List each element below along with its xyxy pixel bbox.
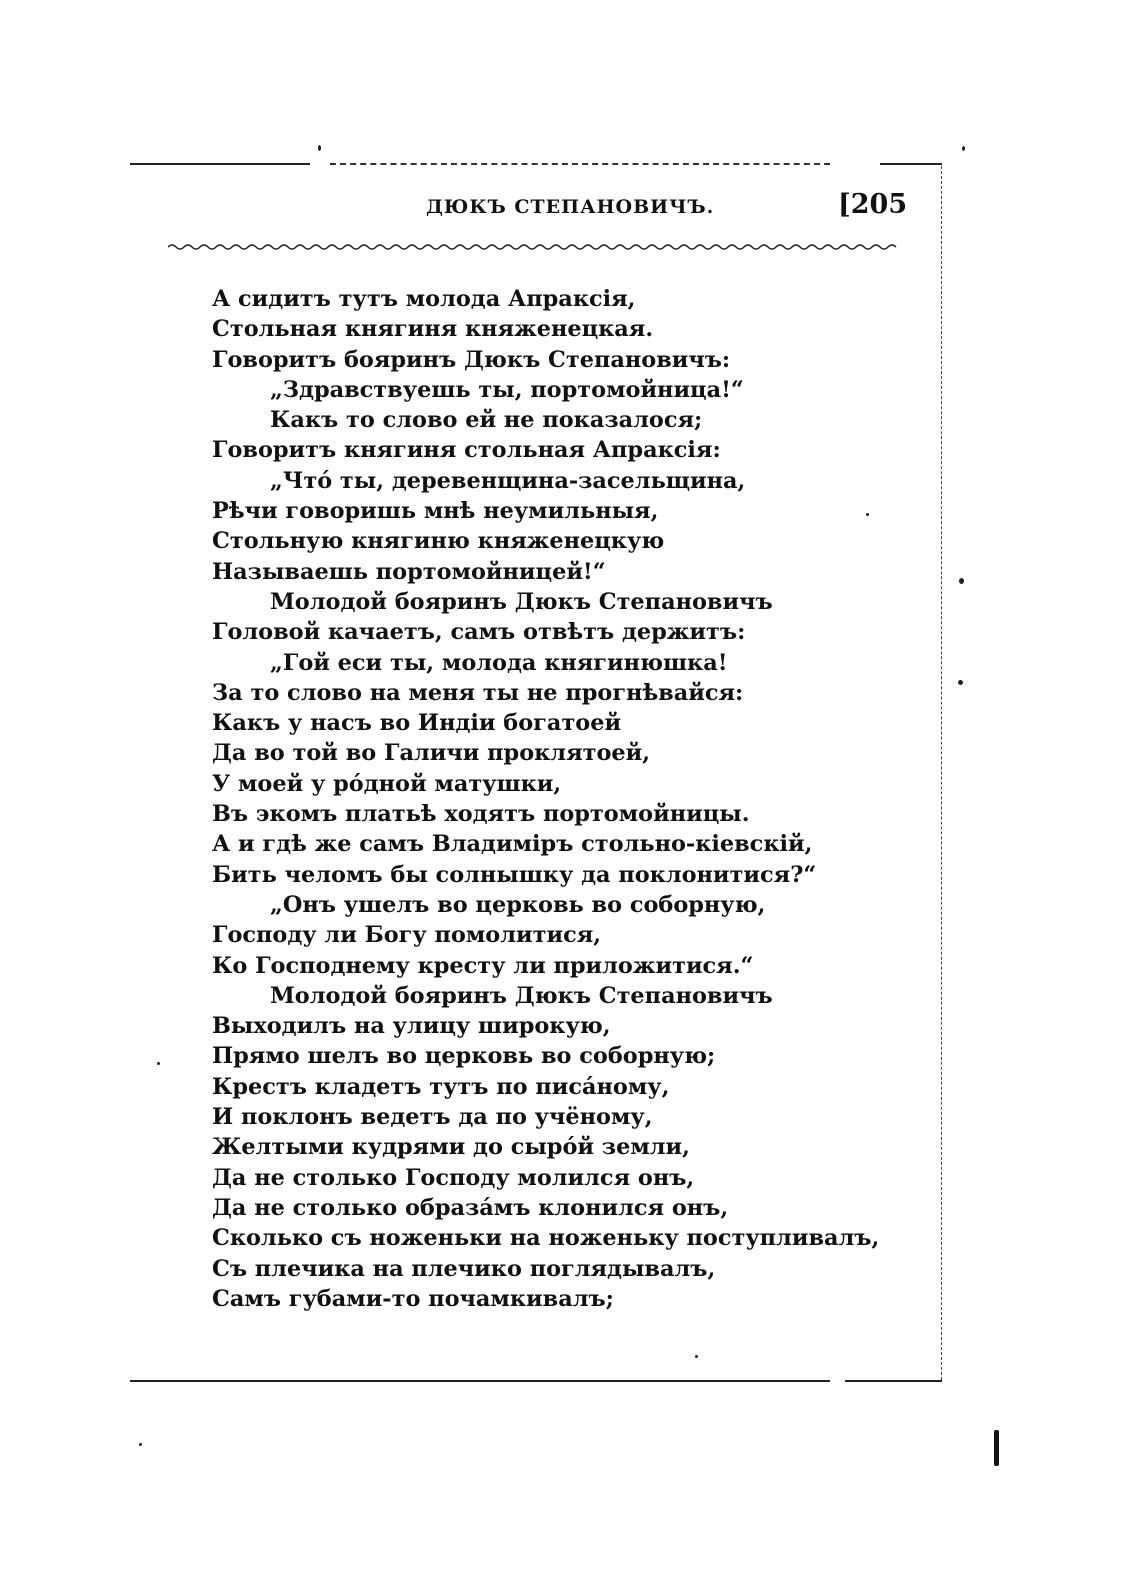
poem-line: Сколько съ ноженьки на ноженьку поступливалъ, (212, 1225, 880, 1252)
poem-line: „Здравствуешь ты, портомойница!“ (270, 376, 744, 403)
poem-line: Да не столько образáмъ клонился онъ, (212, 1194, 729, 1221)
poem-line: Желтыми кудрями до сырóй земли, (212, 1134, 690, 1161)
top-rule-right (880, 163, 942, 165)
poem-line: Какъ то слово ей не показалося; (270, 407, 703, 434)
scan-speck (958, 680, 963, 685)
poem-line: Самъ губами-то почамкивалъ; (212, 1285, 614, 1312)
poem-line: Говоритъ княгиня стольная Апраксія: (212, 437, 721, 464)
poem-line: Крестъ кладетъ тутъ по писáному, (212, 1073, 670, 1100)
running-header: ДЮКЪ СТЕПАНОВИЧЪ. (426, 196, 715, 218)
poem-line: Господу ли Богу помолитися, (212, 922, 602, 949)
poem-line: Съ плечика на плечико поглядывалъ, (212, 1255, 716, 1282)
poem-line: Да во той во Галичи проклятоей, (212, 740, 651, 767)
page-number: [205 (838, 189, 908, 220)
poem-line: Прямо шелъ во церковь во соборную; (212, 1043, 716, 1070)
poem-line: „Чтó ты, деревенщина-засельщина, (270, 467, 746, 494)
poem-text (212, 284, 879, 1314)
poem-line: Молодой бояринъ Дюкъ Степановичъ (270, 588, 773, 615)
scan-speck (139, 1443, 142, 1446)
scan-speck (318, 145, 321, 151)
top-rule-left (130, 163, 310, 165)
scan-speck (959, 578, 964, 584)
poem-line: Рѣчи говоришь мнѣ неумильныя, (212, 498, 659, 525)
poem-line: А сидитъ тутъ молода Апраксія, (212, 286, 636, 312)
poem-line: Бить челомъ бы солнышку да поклонитися?“ (212, 861, 817, 888)
scan-speck (695, 1355, 698, 1358)
poem-line: Ко Господнему кресту ли приложитися.“ (212, 952, 754, 979)
margin-mark (994, 1430, 999, 1466)
bottom-rule-right (845, 1380, 942, 1382)
poem-line: „Гой еси ты, молода княгинюшка! (270, 649, 728, 676)
poem-line: Молодой бояринъ Дюкъ Степановичъ (270, 982, 773, 1009)
poem-line: „Онъ ушелъ во церковь во соборную, (270, 891, 766, 918)
bottom-rule-left (130, 1380, 830, 1382)
poem-line: И поклонъ ведетъ да по учёному, (212, 1104, 653, 1131)
poem-line: Стольная княгиня княженецкая. (212, 316, 654, 343)
right-margin-line (941, 166, 942, 1380)
poem-line: Какъ у насъ во Индіи богатоей (212, 710, 622, 737)
wavy-ornament-rule (168, 240, 898, 254)
poem-line: Стольную княгиню княженецкую (212, 528, 665, 555)
top-rule-dashed (330, 163, 830, 165)
scan-speck (866, 513, 869, 516)
poem-line: А и гдѣ же самъ Владиміръ стольно-кіевскій, (212, 831, 813, 858)
scan-speck (962, 146, 965, 151)
poem-line: У моей у рóдной матушки, (212, 770, 562, 797)
poem-line: Называешь портомойницей!“ (212, 558, 606, 585)
poem-line: Въ экомъ платьѣ ходятъ портомойницы. (212, 801, 750, 828)
poem-line: Да не столько Господу молился онъ, (212, 1164, 695, 1191)
poem-line: За то слово на меня ты не прогнѣвайся: (212, 679, 744, 706)
poem-line: Выходилъ на улицу широкую, (212, 1013, 611, 1040)
poem-line: Головой качаетъ, самъ отвѣтъ держитъ: (212, 619, 746, 646)
poem-line: Говоритъ бояринъ Дюкъ Степановичъ: (212, 346, 731, 373)
scan-speck (157, 1062, 160, 1065)
